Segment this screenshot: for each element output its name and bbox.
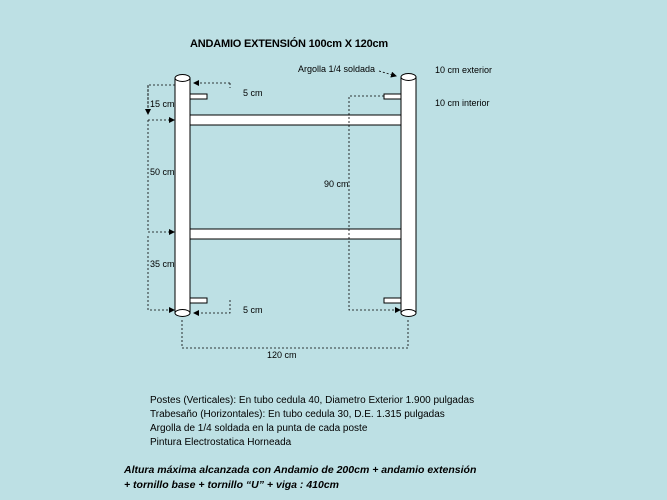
footer-line: + tornillo base + tornillo “U” + viga : 410cm [124,479,340,491]
right-post [401,74,416,317]
argolla-label: Argolla 1/4 soldada [298,64,376,74]
left-bottom-pin [190,298,207,303]
dim-35cm-label: 35 cm [150,259,175,269]
dim-90cm-label: 90 cm [324,179,349,189]
dim-5cm-top-label: 5 cm [243,88,263,98]
dim-50cm-label: 50 cm [150,167,175,177]
dim-5cm-bottom-label: 5 cm [243,305,263,315]
footer-line: Altura máxima alcanzada con Andamio de 200cm + andamio extensión [124,464,477,476]
spec-line: Trabesaño (Horizontales): En tubo cedula 30, D.E. 1.315 pulgadas [150,409,445,420]
interior-label: 10 cm interior [435,98,490,108]
right-bottom-pin [384,298,401,303]
left-post [175,75,190,317]
exterior-label: 10 cm exterior [435,65,493,75]
spec-line: Argolla de 1/4 soldada en la punta de cada poste [150,423,368,434]
dim-120cm-label: 120 cm [267,350,297,360]
top-rail [190,115,401,125]
left-top-pin [190,94,207,99]
spec-line: Postes (Verticales): En tubo cedula 40, Diametro Exterior 1.900 pulgadas [150,395,475,406]
middle-rail [190,229,401,239]
spec-line: Pintura Electrostatica Horneada [150,437,292,448]
diagram-title: ANDAMIO EXTENSIÓN 100cm X 120cm [190,38,388,50]
dim-15cm-label: 15 cm [150,99,175,109]
right-top-pin [384,94,401,99]
